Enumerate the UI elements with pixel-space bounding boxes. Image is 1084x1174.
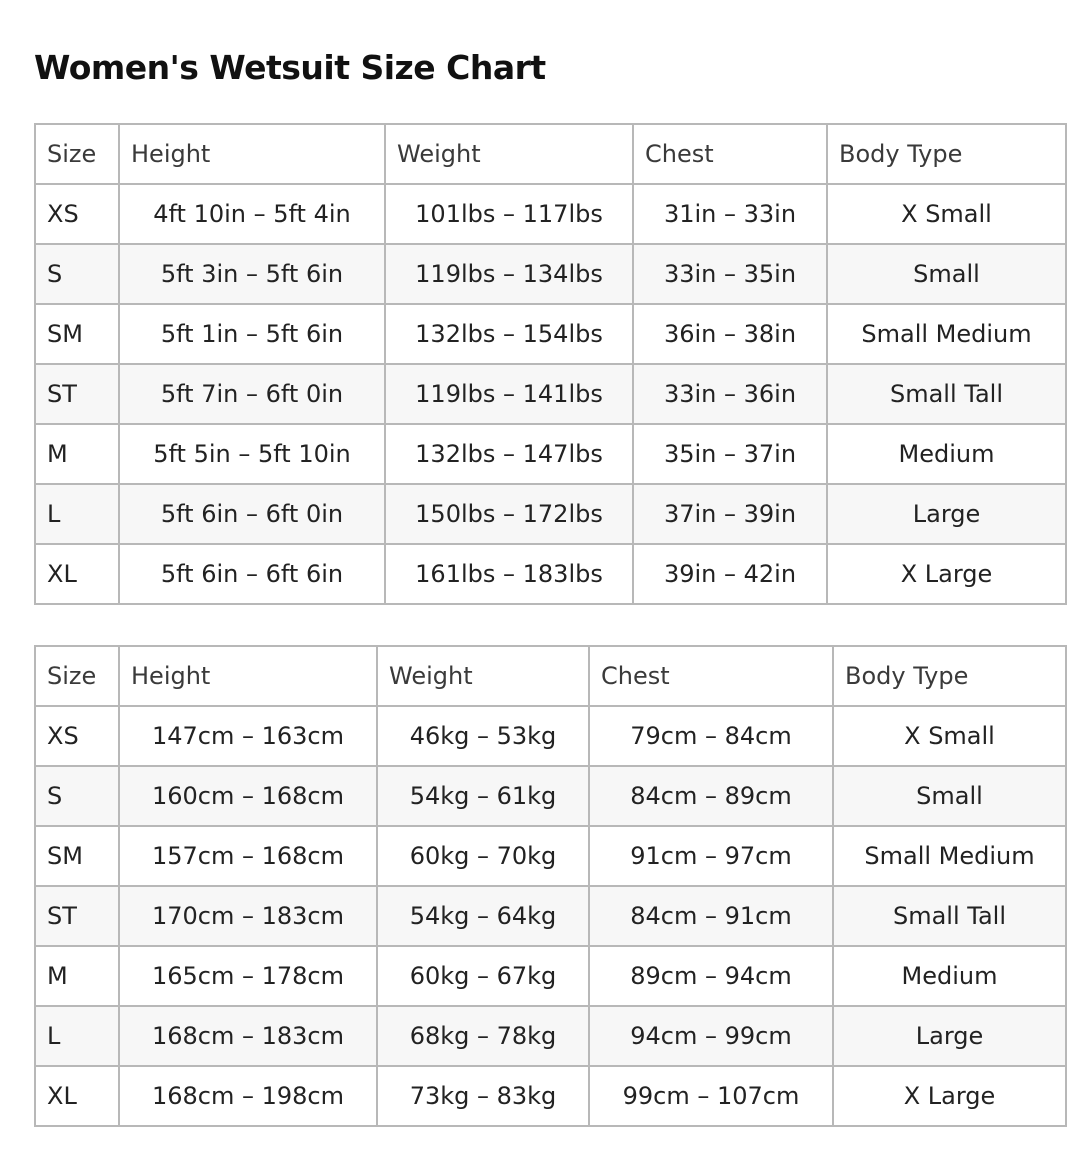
size-cell: SM	[35, 826, 119, 886]
header-height: Height	[119, 124, 385, 184]
body-type-cell: Medium	[827, 424, 1066, 484]
imperial-size-table	[34, 123, 1067, 605]
weight-cell: 54kg – 61kg	[377, 766, 589, 826]
page-title: Women's Wetsuit Size Chart	[34, 48, 546, 87]
table-row	[35, 424, 1066, 484]
height-cell: 147cm – 163cm	[119, 706, 377, 766]
chest-cell: 33in – 35in	[633, 244, 827, 304]
header-chest: Chest	[633, 124, 827, 184]
height-cell: 5ft 3in – 5ft 6in	[119, 244, 385, 304]
size-cell: M	[35, 946, 119, 1006]
size-cell: M	[35, 424, 119, 484]
body-type-cell: Large	[827, 484, 1066, 544]
table-row	[35, 706, 1066, 766]
chest-cell: 91cm – 97cm	[589, 826, 833, 886]
table-row	[35, 1006, 1066, 1066]
body-type-cell: Small Medium	[827, 304, 1066, 364]
height-cell: 5ft 5in – 5ft 10in	[119, 424, 385, 484]
table-row	[35, 304, 1066, 364]
height-cell: 4ft 10in – 5ft 4in	[119, 184, 385, 244]
table-row	[35, 244, 1066, 304]
weight-cell: 119lbs – 141lbs	[385, 364, 633, 424]
height-cell: 5ft 6in – 6ft 6in	[119, 544, 385, 604]
size-cell: XL	[35, 544, 119, 604]
body-type-cell: Large	[833, 1006, 1066, 1066]
chest-cell: 39in – 42in	[633, 544, 827, 604]
header-weight: Weight	[385, 124, 633, 184]
size-cell: L	[35, 484, 119, 544]
size-cell: XL	[35, 1066, 119, 1126]
body-type-cell: Small	[827, 244, 1066, 304]
table-header-row	[35, 124, 1066, 184]
table-row	[35, 484, 1066, 544]
size-cell: S	[35, 766, 119, 826]
body-type-cell: Small Tall	[833, 886, 1066, 946]
height-cell: 5ft 6in – 6ft 0in	[119, 484, 385, 544]
weight-cell: 150lbs – 172lbs	[385, 484, 633, 544]
header-size: Size	[35, 124, 119, 184]
weight-cell: 101lbs – 117lbs	[385, 184, 633, 244]
header-body-type: Body Type	[827, 124, 1066, 184]
header-weight: Weight	[377, 646, 589, 706]
size-cell: XS	[35, 706, 119, 766]
chest-cell: 35in – 37in	[633, 424, 827, 484]
body-type-cell: X Small	[833, 706, 1066, 766]
size-cell: ST	[35, 364, 119, 424]
chest-cell: 36in – 38in	[633, 304, 827, 364]
height-cell: 160cm – 168cm	[119, 766, 377, 826]
chest-cell: 31in – 33in	[633, 184, 827, 244]
height-cell: 5ft 7in – 6ft 0in	[119, 364, 385, 424]
chest-cell: 99cm – 107cm	[589, 1066, 833, 1126]
weight-cell: 132lbs – 154lbs	[385, 304, 633, 364]
chest-cell: 84cm – 89cm	[589, 766, 833, 826]
body-type-cell: X Large	[827, 544, 1066, 604]
chest-cell: 79cm – 84cm	[589, 706, 833, 766]
height-cell: 157cm – 168cm	[119, 826, 377, 886]
weight-cell: 46kg – 53kg	[377, 706, 589, 766]
body-type-cell: Small	[833, 766, 1066, 826]
size-cell: SM	[35, 304, 119, 364]
size-cell: XS	[35, 184, 119, 244]
body-type-cell: X Large	[833, 1066, 1066, 1126]
table-row	[35, 1066, 1066, 1126]
table-row	[35, 364, 1066, 424]
size-cell: L	[35, 1006, 119, 1066]
table-row	[35, 184, 1066, 244]
header-chest: Chest	[589, 646, 833, 706]
height-cell: 168cm – 198cm	[119, 1066, 377, 1126]
header-body-type: Body Type	[833, 646, 1066, 706]
table-row	[35, 544, 1066, 604]
body-type-cell: Small Tall	[827, 364, 1066, 424]
chest-cell: 33in – 36in	[633, 364, 827, 424]
chest-cell: 37in – 39in	[633, 484, 827, 544]
weight-cell: 68kg – 78kg	[377, 1006, 589, 1066]
body-type-cell: X Small	[827, 184, 1066, 244]
height-cell: 170cm – 183cm	[119, 886, 377, 946]
table-row	[35, 886, 1066, 946]
weight-cell: 60kg – 70kg	[377, 826, 589, 886]
table-row	[35, 766, 1066, 826]
weight-cell: 60kg – 67kg	[377, 946, 589, 1006]
weight-cell: 54kg – 64kg	[377, 886, 589, 946]
header-size: Size	[35, 646, 119, 706]
weight-cell: 73kg – 83kg	[377, 1066, 589, 1126]
size-cell: S	[35, 244, 119, 304]
table-header-row	[35, 646, 1066, 706]
size-cell: ST	[35, 886, 119, 946]
body-type-cell: Small Medium	[833, 826, 1066, 886]
weight-cell: 119lbs – 134lbs	[385, 244, 633, 304]
chest-cell: 89cm – 94cm	[589, 946, 833, 1006]
header-height: Height	[119, 646, 377, 706]
height-cell: 5ft 1in – 5ft 6in	[119, 304, 385, 364]
body-type-cell: Medium	[833, 946, 1066, 1006]
metric-size-table	[34, 645, 1067, 1127]
chest-cell: 84cm – 91cm	[589, 886, 833, 946]
weight-cell: 132lbs – 147lbs	[385, 424, 633, 484]
height-cell: 165cm – 178cm	[119, 946, 377, 1006]
table-row	[35, 946, 1066, 1006]
chest-cell: 94cm – 99cm	[589, 1006, 833, 1066]
height-cell: 168cm – 183cm	[119, 1006, 377, 1066]
weight-cell: 161lbs – 183lbs	[385, 544, 633, 604]
table-row	[35, 826, 1066, 886]
